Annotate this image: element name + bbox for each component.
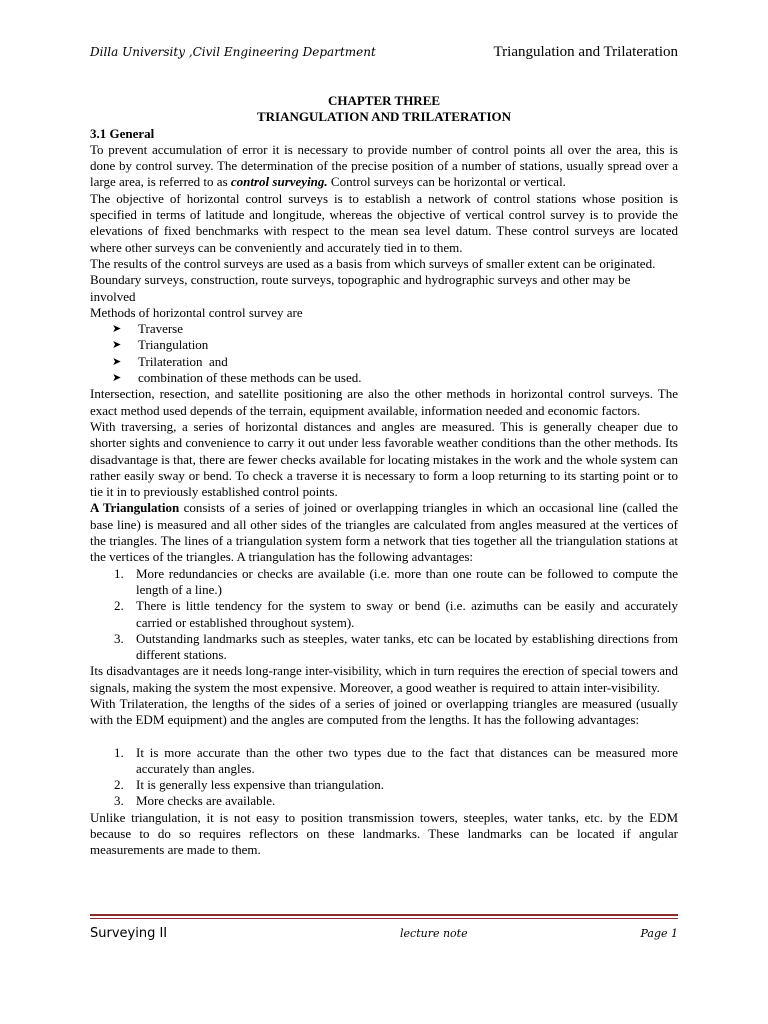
list-item-text: More checks are available. [136,793,276,809]
list-item [112,370,678,386]
page-header [90,44,678,61]
term-triangulation: A Triangulation [90,500,180,516]
paragraph-methods-intro: Methods of horizontal control survey are [90,304,303,320]
section-heading: 3.1 General [90,125,155,141]
paragraph-triangulation [90,500,678,565]
list-item-text: Trilateration and [138,353,228,369]
paragraph-results: The results of the control surveys are used as a basis from which surveys of smaller extent can be originated. Boundary surveys, construction, route surveys, topographic and hydrographic surveys and other may be involved [90,255,656,304]
list-number: 1. [114,565,124,581]
list-number: 2. [114,777,124,793]
chapter-title: TRIANGULATION AND TRILATERATION [256,109,512,125]
list-item [90,566,678,599]
paragraph-other-methods: Intersection, resection, and satellite positioning are also the other methods in horizontal control surveys. The exact method used depends of the terrain, equipment available, information needed and economic factors. [90,386,678,418]
list-number: 2. [114,598,124,614]
list-item-text: Triangulation [138,337,209,353]
list-number: 1. [114,744,124,760]
list-item-text: Traverse [138,321,184,337]
paragraph-disadvantages: Its disadvantages are it needs long-range inter-visibility, which in turn requires the erection of special towers and signals, making the system the most expensive. Moreover, a good weather is required to attain inter-visibility. [90,663,678,695]
arrow-bullet-icon: ➤ [112,339,122,352]
footer-course: Surveying II [90,926,168,941]
page-number: Page 1 [640,927,678,940]
list-item [90,745,678,778]
header-topic: Triangulation and Trilateration [493,44,678,60]
arrow-bullet-icon: ➤ [112,355,122,368]
paragraph-intro-tail: Control surveys can be horizontal or vertical. [327,174,566,190]
list-item-text: Outstanding landmarks such as steeples, water tanks, etc can be located by establishing directions from different stations. [136,630,678,663]
paragraph-trilateration: With Trilateration, the lengths of the sides of a series of joined or overlapping triangles are measured (usually with the EDM equipment) and the angles are computed from the lengths. It has the following advantages: [90,695,678,728]
paragraph-intro-text: To prevent accumulation of error it is necessary to provide number of control points all over the area, this is done by control survey. The determination of the precise position of a number of stations, usually spread over a large area, is referred to as [90,141,678,190]
document-body [90,93,678,859]
footer-note-type: lecture note [400,927,468,940]
list-number: 3. [114,630,124,646]
list-item [112,337,678,353]
blank-line [90,729,678,745]
paragraph-unlike-triangulation: Unlike triangulation, it is not easy to position transmission towers, steeples, water tanks, etc. by the EDM because to do so requires reflectors on these landmarks. These landmarks can be located if angular measurements are made to them. [90,809,678,858]
list-number: 3. [114,793,124,809]
paragraph-traversing: With traversing, a series of horizontal distances and angles are measured. This is generally cheaper due to shorter sights and convenience to carry it out under less favorable weather conditions than the other methods. Its disadvantage is that, there are fewer checks available for locating mistakes in the work and the whole system can rather easily sway or bend. To check a traverse it is necessary to form a loop returning to its starting point or to tie it in to previously established control points. [90,418,678,500]
list-item [112,321,678,337]
list-item [112,354,678,370]
list-item-text: More redundancies or checks are available (i.e. more than one route can be followed to compute the length of a line.) [136,565,678,597]
page-footer [90,926,678,941]
term-control-surveying: control surveying. [230,174,328,190]
paragraph-triangulation-text: consists of a series of joined or overlapping triangles in which an occasional line (called the base line) is measured and all other sides of the triangles are calculated from angles measured at the vertices of the triangles. The lines of a triangulation system form a network that ties together all the triangulation stations at the vertices of the triangles. A triangulation has the following advantages: [90,500,678,565]
chapter-number: CHAPTER THREE [327,93,441,108]
triangulation-advantages-list [90,566,678,664]
list-item [90,631,678,664]
paragraph-intro [90,142,678,191]
list-item [90,793,678,809]
list-item-text: It is generally less expensive than triangulation. [136,777,385,793]
paragraph-objective: The objective of horizontal control surveys is to establish a network of control stations whose position is specified in terms of latitude and longitude, whereas the objective of vertical control survey is to provide the elevations of fixed benchmarks with respect to the mean sea level datum. These control surveys are located where other surveys can be conveniently and accurately tied in to them. [90,190,678,255]
methods-list [90,321,678,386]
header-institution: Dilla University ,Civil Engineering Department [90,45,376,59]
trilateration-advantages-list [90,745,678,810]
footer-divider [90,914,678,919]
arrow-bullet-icon: ➤ [112,372,122,385]
list-item [90,777,678,793]
list-item-text: It is more accurate than the other two types due to the fact that distances can be measured more accurately than angles. [136,744,678,776]
list-item-text: There is little tendency for the system to sway or bend (i.e. azimuths can be easily and accurately carried or established throughout system). [136,598,678,630]
list-item-text: combination of these methods can be used. [138,370,362,386]
arrow-bullet-icon: ➤ [112,323,122,336]
list-item [90,598,678,631]
